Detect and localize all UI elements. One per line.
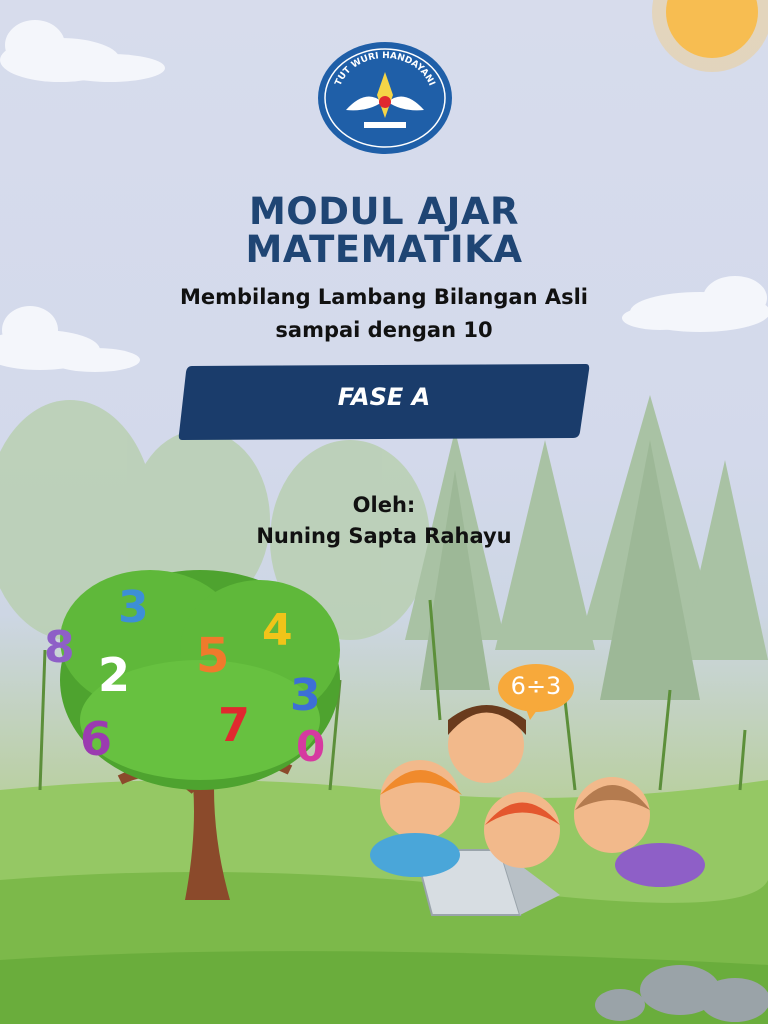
author-name: Nuning Sapta Rahayu xyxy=(256,524,512,548)
cloud-icon xyxy=(0,20,165,82)
tree-number-4: 4 xyxy=(262,605,293,656)
tree-number-8: 8 xyxy=(44,622,75,673)
tut-wuri-handayani-logo-icon xyxy=(316,40,454,156)
title-line-1: MODUL AJAR xyxy=(248,190,520,233)
phase-label: FASE A xyxy=(337,383,431,411)
tree-number-0: 0 xyxy=(296,722,326,771)
math-bubble-text: 6÷3 xyxy=(510,672,562,700)
logo-motto: TUT WURI HANDAYANI xyxy=(333,50,437,88)
title-line-2: MATEMATIKA xyxy=(245,228,523,271)
subtitle-line-2: sampai dengan 10 xyxy=(275,318,493,342)
tree-number-3b: 3 xyxy=(290,670,321,721)
tree-number-6: 6 xyxy=(80,712,113,766)
tree-number-5: 5 xyxy=(196,628,230,684)
subtitle-line-1: Membilang Lambang Bilangan Asli xyxy=(180,285,588,309)
tree-number-3: 3 xyxy=(118,582,149,633)
tree-number-2: 2 xyxy=(98,648,131,702)
author-label: Oleh: xyxy=(352,493,416,517)
tree-number-7: 7 xyxy=(218,698,251,752)
